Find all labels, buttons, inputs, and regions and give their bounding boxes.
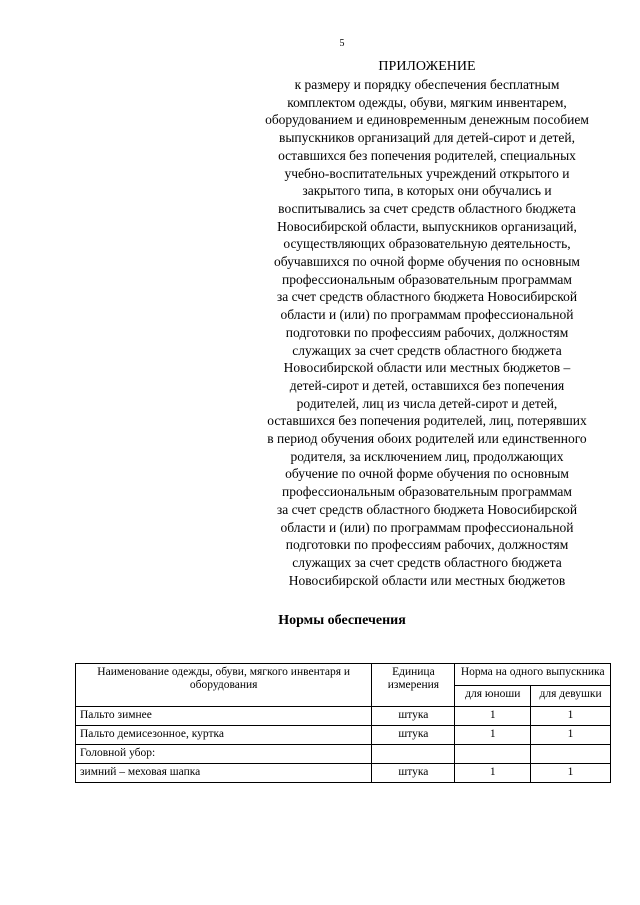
cell-unit (372, 745, 455, 764)
header-boys: для юноши (455, 686, 531, 707)
appendix-line: родителей, лиц из числа детей-сирот и детей, (296, 395, 558, 411)
appendix-heading (240, 58, 614, 589)
cell-boys: 1 (455, 764, 531, 783)
cell-girls: 1 (531, 707, 611, 726)
appendix-text (240, 76, 614, 589)
appendix-title: ПРИЛОЖЕНИЕ (378, 59, 476, 74)
header-norm: Норма на одного выпускника (455, 664, 611, 686)
appendix-line: обучавшихся по очной форме обучения по основным (274, 254, 580, 270)
cell-name: Головной убор: (76, 745, 372, 764)
appendix-line: обучение по очной форме обучения по основным (285, 466, 569, 482)
appendix-line: оставшихся без попечения родителей, специальных (278, 147, 576, 163)
appendix-line: служащих за счет средств областного бюджета (292, 342, 562, 358)
appendix-line: Новосибирской области или местных бюджетов – (283, 360, 571, 376)
appendix-line: Новосибирской области, выпускников организаций, (277, 218, 577, 234)
table-row (76, 726, 611, 745)
appendix-line: учебно-воспитательных учреждений открытого и (284, 165, 570, 181)
appendix-line: в период обучения обоих родителей или единственного (267, 431, 587, 447)
table-row (76, 764, 611, 783)
table-row (76, 707, 611, 726)
cell-boys (455, 745, 531, 764)
appendix-line: родителя, за исключением лиц, продолжающих (290, 448, 564, 464)
cell-unit: штука (372, 707, 455, 726)
appendix-line: за счет средств областного бюджета Новосибирской (276, 501, 578, 517)
appendix-line: профессиональным образовательным программам (282, 484, 572, 500)
cell-boys: 1 (455, 726, 531, 745)
appendix-line: служащих за счет средств областного бюджета (292, 554, 562, 570)
cell-boys: 1 (455, 707, 531, 726)
appendix-line: выпускников организаций для детей-сирот и детей, (278, 130, 576, 146)
appendix-line: области и (или) по программам профессиональной (280, 519, 574, 535)
cell-name: Пальто зимнее (76, 707, 372, 726)
header-unit: Единица измерения (372, 664, 455, 707)
cell-girls: 1 (531, 764, 611, 783)
appendix-line: профессиональным образовательным программам (282, 271, 572, 287)
appendix-line: воспитывались за счет средств областного бюджета (278, 200, 576, 216)
appendix-line: подготовки по профессиям рабочих, должностям (285, 537, 569, 553)
appendix-line: детей-сирот и детей, оставшихся без попечения (289, 377, 565, 393)
appendix-line: за счет средств областного бюджета Новосибирской (276, 289, 578, 305)
cell-girls (531, 745, 611, 764)
appendix-line: оставшихся без попечения родителей, лиц, потерявших (267, 413, 587, 429)
appendix-line: оборудованием и единовременным денежным пособием (265, 112, 589, 128)
appendix-line: подготовки по профессиям рабочих, должностям (285, 324, 569, 340)
cell-name: Пальто демисезонное, куртка (76, 726, 372, 745)
norms-title: Нормы обеспечения (278, 613, 406, 628)
cell-name: зимний – меховая шапка (76, 764, 372, 783)
cell-girls: 1 (531, 726, 611, 745)
appendix-line: закрытого типа, в которых они обучались и (302, 183, 552, 199)
appendix-line: области и (или) по программам профессиональной (280, 307, 574, 323)
appendix-line: осуществляющих образовательную деятельность, (283, 236, 571, 252)
appendix-line: Новосибирской области или местных бюджетов (288, 572, 566, 588)
norms-table (75, 663, 611, 783)
cell-unit: штука (372, 764, 455, 783)
cell-unit: штука (372, 726, 455, 745)
table-row (76, 745, 611, 764)
header-girls: для девушки (531, 686, 611, 707)
page-number: 5 (339, 38, 345, 49)
header-name: Наименование одежды, обуви, мягкого инвентаря и оборудования (76, 664, 372, 707)
appendix-line: к размеру и порядку обеспечения бесплатным (294, 77, 560, 92)
appendix-line: комплектом одежды, обуви, мягким инвентарем, (287, 94, 567, 110)
